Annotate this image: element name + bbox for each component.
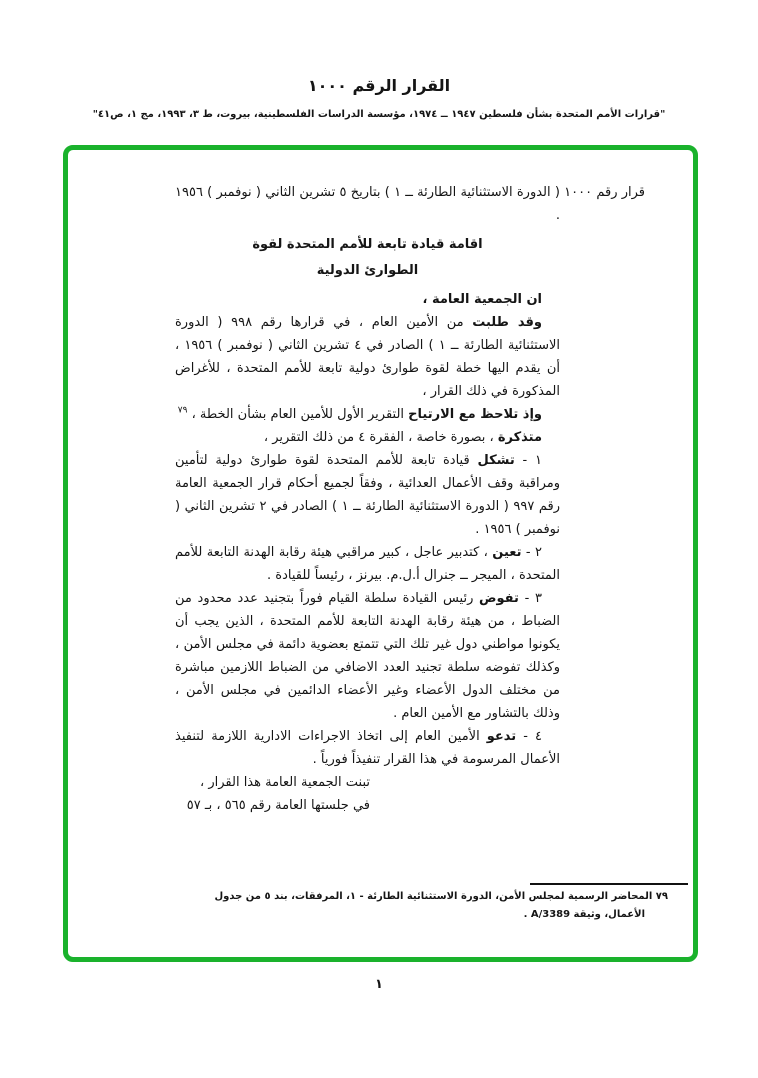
paragraph-text: ، بصورة خاصة ، الفقرة ٤ من ذلك التقرير ، xyxy=(263,430,498,445)
paragraph-lead: وإذ تلاحظ مع الارتياح xyxy=(408,407,542,422)
footnote-line-1: ٧٩ المحاضر الرسمية لمجلس الأمن، الدورة الاستثنائية الطارئة - ١، المرفقات، بند ٥ من جدول xyxy=(214,891,668,902)
heading-line-2: الطوارئ الدولية xyxy=(316,263,419,278)
paragraph-text: الأمين العام إلى اتخاذ الاجراءات الادارية اللازمة لتنفيذ الأعمال المرسومة في هذا القرار تنفيذاً فورياً . xyxy=(175,729,560,767)
adoption-note-line-2: في جلستها العامة رقم ٥٦٥ ، بـ ٥٧ xyxy=(186,798,370,813)
footnote-reference: ٧٩ xyxy=(177,405,188,416)
paragraph-text: رئيس القيادة سلطة القيام فوراً بتجنيد عدد محدود من الضباط ، من هيئة رقابة الهدنة التابعة للأمم المتحدة ، الذين يجب أن يكونوا مواطني دول غير تلك التي تتمتع بعضوية دائمة في مجلس الأمن ، وكذلك تفوضه سلطة تجنيد العدد الاضافي من الضباط اللازمين مباشرة من مختلف الدول الأعضاء وغير الأعضاء الدائمين في مجلس الأمن ، وذلك بالتشاور مع الأمين العام . xyxy=(175,591,560,721)
page-title: القرار الرقم ١٠٠٠ xyxy=(307,76,451,95)
paragraph-lead: ان الجمعية العامة ، xyxy=(422,292,542,307)
preamble-paragraph xyxy=(175,426,560,449)
page-number: ١ xyxy=(375,977,383,992)
operative-paragraph-1 xyxy=(175,449,560,541)
paragraph-lead: تدعو xyxy=(486,729,517,744)
operative-paragraph-2 xyxy=(175,541,560,587)
preamble-paragraph xyxy=(175,403,560,426)
footnote-separator xyxy=(530,883,688,885)
preamble-paragraph xyxy=(175,311,560,403)
preamble-paragraph xyxy=(175,288,560,311)
paragraph-number: ٤ - xyxy=(523,729,542,744)
paragraph-number: ٣ - xyxy=(524,591,543,606)
footnote-line-2: الأعمال، وثيقة A/3389 . xyxy=(523,909,645,920)
operative-paragraph-4 xyxy=(175,725,560,771)
paragraph-number: ١ - xyxy=(522,453,542,468)
resolution-text xyxy=(175,181,646,817)
paragraph-text: من الأمين العام ، في قرارها رقم ٩٩٨ ( الدورة الاستثنائية الطارئة ــ ١ ) الصادر في ٤ تشرين الثاني ( نوفمبر ) ١٩٥٦ ، أن يقدم اليها خطة لقوة طوارئ دولية تابعة للأمم المتحدة ، للأغراض المذكورة في ذلك القرار ، xyxy=(175,315,560,399)
operative-paragraph-3 xyxy=(175,587,560,725)
resolution-heading xyxy=(175,232,560,284)
adoption-note-line-1: تبنت الجمعية العامة هذا القرار ، xyxy=(200,775,370,790)
paragraph-lead: متذكرة xyxy=(497,430,542,445)
paragraph-lead: تعين xyxy=(492,545,522,560)
resolution-opening: قرار رقم ١٠٠٠ ( الدورة الاستثنائية الطارئة ــ ١ ) بتاريخ ٥ تشرين الثاني ( نوفمبر ) ١٩٥٦ . xyxy=(175,185,646,223)
paragraph-text: قيادة تابعة للأمم المتحدة لقوة طوارئ دولية لتأمين ومراقبة وقف الأعمال العدائية ، وفقاً لجميع أحكام قرار الجمعية العامة رقم ٩٩٧ ( الدورة الاستثنائية الطارئة ــ ١ ) الصادر في ٢ تشرين الثاني ( نوفمبر ) ١٩٥٦ . xyxy=(175,453,561,537)
paragraph-lead: وقد طلبت xyxy=(472,315,542,330)
paragraph-text: التقرير الأول للأمين العام بشأن الخطة ، xyxy=(187,407,409,422)
paragraph-lead: تفوض xyxy=(479,591,519,606)
paragraph-text: ، كتدبير عاجل ، كبير مراقبي هيئة رقابة الهدنة التابعة للأمم المتحدة ، الميجر ــ جنرال أ.ل.م. بيرنز ، رئيساً للقيادة . xyxy=(175,545,560,583)
paragraph-lead: تشكل xyxy=(477,453,515,468)
heading-line-1: اقامة قيادة تابعة للأمم المتحدة لقوة xyxy=(252,237,483,252)
source-citation: "قرارات الأمم المتحدة بشأن فلسطين ١٩٤٧ ــ ١٩٧٤، مؤسسة الدراسات الفلسطينية، بيروت، ط ٣، ١٩٩٣، مج ١، ص٤١" xyxy=(92,109,666,120)
paragraph-number: ٢ - xyxy=(525,545,542,560)
